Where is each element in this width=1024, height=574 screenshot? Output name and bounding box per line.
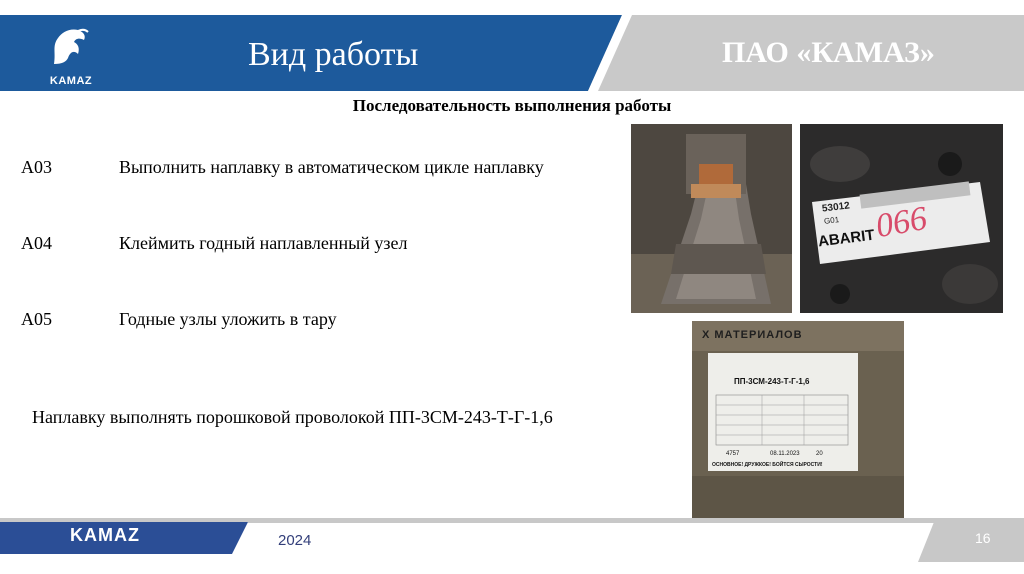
package-banner: Х МАТЕРИАЛОВ <box>702 329 803 341</box>
label-handwritten-mark: 066 <box>873 199 930 246</box>
footer-year: 2024 <box>278 532 312 549</box>
step-text-a05: Годные узлы уложить в тару <box>119 309 337 329</box>
package-lot: 4757 <box>726 451 740 457</box>
package-mass: 20 <box>816 451 823 457</box>
wire-note: Наплавку выполнять порошковой проволокой ПП-3СМ-243-Т-Г-1,6 <box>32 407 553 427</box>
package-warning: ОСНОВНОЕ! ДРУЖКОЕ! БОЙТСЯ СЫРОСТИ! <box>712 462 823 468</box>
welded-part-photo <box>631 124 792 313</box>
horse-icon <box>40 24 102 68</box>
wire-package-photo <box>692 321 904 518</box>
section-subtitle: Последовательность выполнения работы <box>352 96 672 115</box>
company-name: ПАО «КАМАЗ» <box>722 36 935 69</box>
package-date: 08.11.2023 <box>770 451 800 457</box>
package-product: ПП-3СМ-243-Т-Г-1,6 <box>734 377 810 386</box>
step-code-a05: А05 <box>21 309 52 329</box>
step-code-a04: А04 <box>21 233 52 253</box>
step-code-a03: А03 <box>21 157 52 177</box>
kamaz-logo[interactable] <box>40 24 102 87</box>
header-logo-text: KAMAZ <box>49 75 93 87</box>
step-text-a03: Выполнить наплавку в автоматическом цикле наплавку <box>119 157 544 177</box>
footer-band <box>0 516 1024 574</box>
page-title: Вид работы <box>248 36 419 73</box>
label-brand-fragment: ABARIT <box>817 226 876 251</box>
label-sub: G01 <box>823 215 840 226</box>
footer-logo[interactable]: KAMAZ <box>70 525 140 545</box>
page-number: 16 <box>975 530 991 546</box>
step-text-a04: Клеймить годный наплавленный узел <box>119 233 408 253</box>
part-label-photo <box>800 124 1003 313</box>
label-number: 53012 <box>821 200 851 215</box>
